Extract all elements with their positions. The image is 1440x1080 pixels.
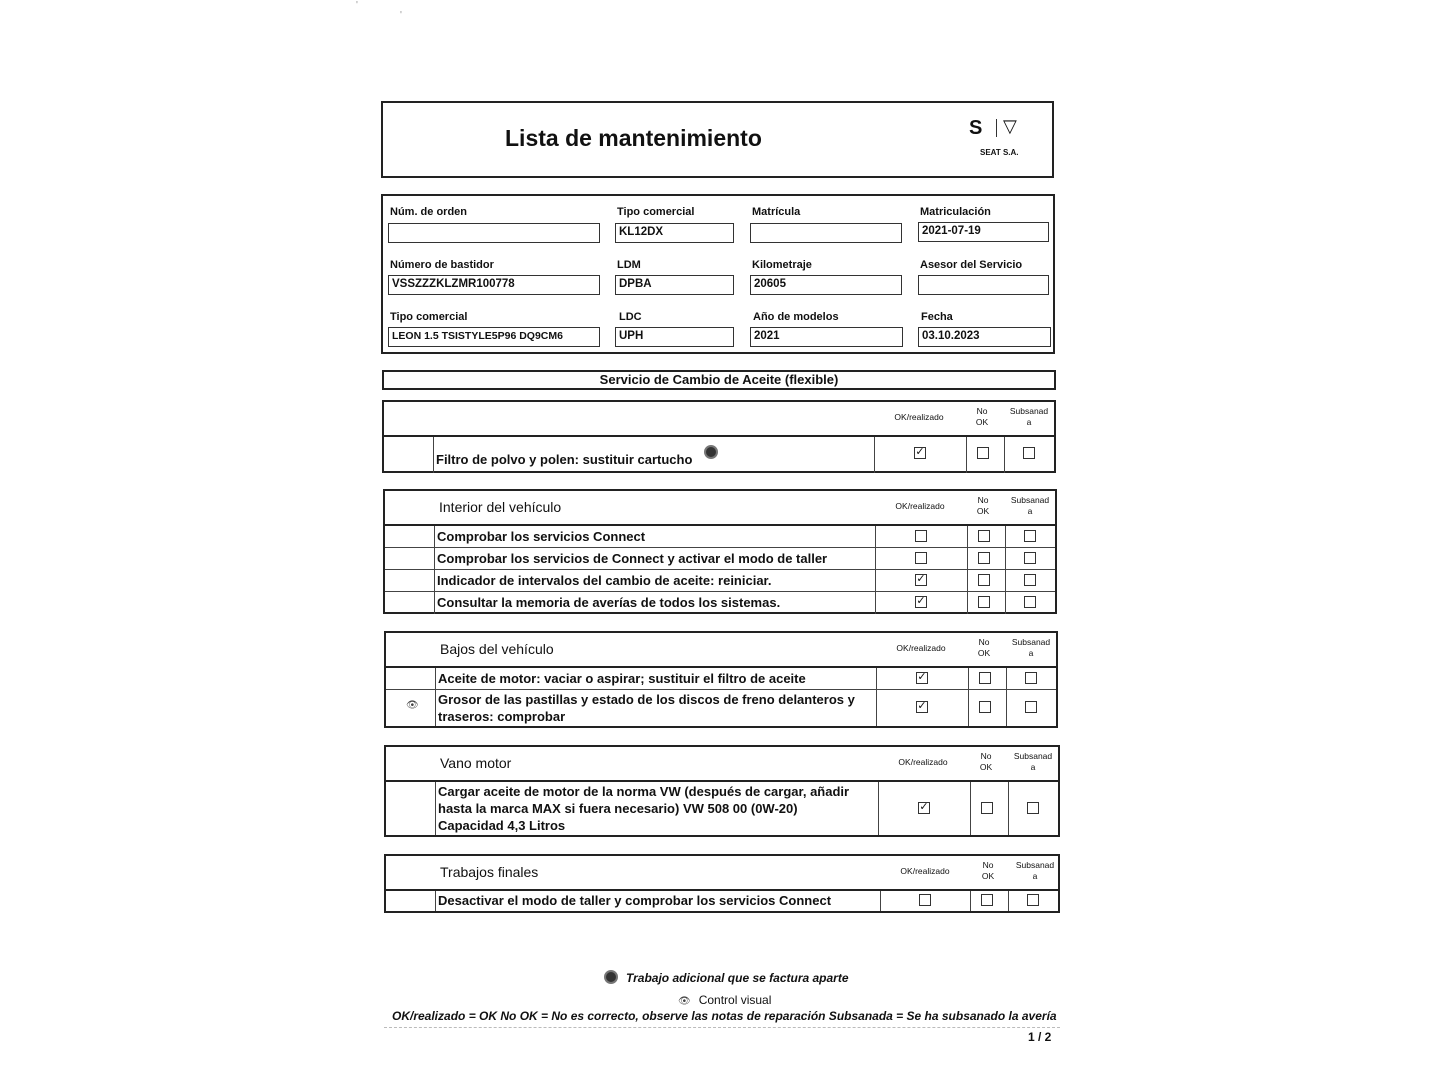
col-header-ok: OK/realizado [896,643,946,653]
checkbox-no-ok[interactable] [978,552,990,564]
column-divider [1004,437,1005,473]
field-label-service-advisor: Asesor del Servicio [920,259,1023,271]
field-order-number [388,223,600,243]
column-divider [1005,548,1006,569]
col-header-ok: OK/realizado [898,757,948,767]
column-divider [433,437,434,473]
checkbox-no-ok[interactable] [979,672,991,684]
field-ldm: DPBA [615,275,734,295]
col-header-no-ok: No OK [981,860,995,881]
legend-visual-control [678,993,771,1007]
field-service-advisor [918,275,1049,295]
section-header [386,747,1058,782]
field-label-plate: Matrícula [752,206,801,218]
item-text: Indicador de intervalos del cambio de aceite: reiniciar. [437,573,772,588]
footer-divider [384,1027,1060,1028]
section-title: Interior del vehículo [439,499,562,515]
field-registration-date: 2021-07-19 [918,222,1049,242]
checkbox-subsanado[interactable] [1024,574,1036,586]
column-divider [875,570,876,591]
section-engine-bay [384,745,1060,837]
col-header-subsanado: Subsanad a [1011,637,1051,658]
column-divider [435,668,436,689]
column-divider [1006,690,1007,726]
visual-control-eye-icon: 👁 [406,700,419,711]
item-text: Grosor de las pastillas y estado de los discos de freno delanteros y traseros: comprobar [438,692,855,724]
column-divider [874,437,875,473]
page-number: 1 / 2 [1028,1030,1052,1044]
field-label-commercial-description: Tipo comercial [390,311,468,323]
checkbox-subsanado[interactable] [1023,447,1035,459]
cupra-triangle-icon: ▽ [1003,116,1017,136]
checkbox-no-ok[interactable] [981,894,993,906]
checklist-row [384,437,1054,473]
field-label-date: Fecha [921,311,953,323]
section-interior [383,489,1057,614]
vehicle-info-box [381,194,1055,354]
section-title: Vano motor [440,755,512,771]
section-header [385,491,1055,526]
checkbox-no-ok[interactable] [978,596,990,608]
section-header [384,402,1054,437]
col-header-ok: OK/realizado [894,412,944,422]
checkbox-ok[interactable]: ✓ [917,671,927,683]
column-divider [434,592,435,614]
item-text: Cargar aceite de motor de la norma VW (después de cargar, añadir hasta la marca MAX si fuera necesario) VW 508 00 (0W-20) Capacidad 4,3 Litros [438,784,850,833]
item-text: Comprobar los servicios Connect [437,529,646,544]
seat-logo [969,115,1033,161]
column-divider [966,437,967,473]
item-text: Aceite de motor: vaciar o aspirar; sustituir el filtro de aceite [438,671,806,686]
document-title: Lista de mantenimiento [505,125,762,151]
section-header [386,633,1056,668]
column-divider [435,690,436,726]
column-divider [434,526,435,547]
checkbox-subsanado[interactable] [1027,802,1039,814]
checklist-row [386,668,1056,690]
column-divider [970,891,971,911]
visual-control-eye-icon: 👁 [678,996,691,1007]
logo-divider [996,119,997,137]
checkbox-no-ok[interactable] [979,701,991,713]
column-divider [1008,891,1009,911]
checklist-row [385,526,1055,548]
checkbox-no-ok[interactable] [981,802,993,814]
section-underbody [384,631,1058,728]
checkbox-subsanado[interactable] [1024,596,1036,608]
column-divider [967,526,968,547]
checkbox-ok[interactable]: ✓ [916,595,926,607]
field-label-mileage: Kilometraje [752,259,812,271]
field-plate [750,223,902,243]
service-title: Servicio de Cambio de Aceite (flexible) [382,370,1056,390]
field-label-model-year: Año de modelos [753,311,839,323]
checkbox-ok[interactable]: ✓ [915,446,925,458]
checkbox-ok[interactable] [919,894,931,906]
extra-charge-marker-icon [704,445,718,459]
column-divider [878,782,879,835]
checklist-row [386,782,1058,835]
column-divider [434,570,435,591]
col-header-subsanado: Subsanad a [1009,406,1049,427]
logo-caption: SEAT S.A. [980,148,1019,157]
field-label-order-number: Núm. de orden [390,206,468,218]
section-filter [382,400,1056,473]
field-model-year: 2021 [750,327,903,347]
checkbox-ok[interactable] [915,552,927,564]
field-mileage: 20605 [750,275,902,295]
column-divider [876,690,877,726]
checkbox-subsanado[interactable] [1024,530,1036,542]
column-divider [1005,526,1006,547]
column-divider [1006,668,1007,689]
column-divider [876,668,877,689]
column-divider [1008,782,1009,835]
field-commercial-type: KL12DX [615,223,734,243]
column-divider [880,891,881,911]
item-text: Desactivar el modo de taller y comprobar los servicios Connect [438,893,832,908]
checklist-row [386,690,1056,726]
scan-speck: ' [400,10,402,21]
field-label-ldm: LDM [617,259,641,271]
checklist-row [385,570,1055,592]
col-header-subsanado: Subsanad a [1015,860,1055,881]
field-vin: VSSZZZKLZMR100778 [388,275,600,295]
checkbox-subsanado[interactable] [1027,894,1039,906]
section-title: Trabajos finales [440,864,539,880]
col-header-subsanado: Subsanad a [1010,495,1050,516]
column-divider [875,548,876,569]
checkbox-ok[interactable]: ✓ [919,801,929,813]
column-divider [967,592,968,614]
legend-visual-control-text: Control visual [698,993,772,1007]
column-divider [968,668,969,689]
checklist-row [386,891,1058,911]
column-divider [435,782,436,835]
col-header-ok: OK/realizado [900,866,950,876]
col-header-no-ok: No OK [977,637,991,658]
item-text: Comprobar los servicios de Connect y activar el modo de taller [437,551,828,566]
checkbox-ok[interactable]: ✓ [916,573,926,585]
column-divider [967,570,968,591]
column-divider [968,690,969,726]
checkbox-subsanado[interactable] [1025,701,1037,713]
section-final-tasks [384,854,1060,913]
column-divider [970,782,971,835]
extra-charge-marker-icon [604,970,618,984]
checkbox-no-ok[interactable] [978,530,990,542]
field-commercial-description: LEON 1.5 TSISTYLE5P96 DQ9CM6 [388,327,600,347]
column-divider [434,548,435,569]
col-header-no-ok: No OK [976,495,990,516]
field-date: 03.10.2023 [918,327,1051,347]
checkbox-subsanado[interactable] [1024,552,1036,564]
seat-s-icon: S [969,117,982,139]
legend-definitions: OK/realizado = OK No OK = No es correcto, observe las notas de reparación Subsanada = Se ha subsanado la avería [392,1009,1057,1023]
field-label-registration-date: Matriculación [920,206,991,218]
col-header-ok: OK/realizado [895,501,945,511]
header-box [381,101,1054,178]
scan-speck: ' [356,0,358,11]
field-label-commercial-type: Tipo comercial [617,206,695,218]
section-header [386,856,1058,891]
column-divider [1005,570,1006,591]
checkbox-no-ok[interactable] [977,447,989,459]
legend-extra-charge [604,970,849,985]
col-header-no-ok: No OK [975,406,989,427]
column-divider [435,891,436,911]
field-label-vin: Número de bastidor [390,259,494,271]
column-divider [875,592,876,614]
item-text: Consultar la memoria de averías de todos los sistemas. [437,595,781,610]
checkbox-ok[interactable]: ✓ [917,700,927,712]
col-header-subsanado: Subsanad a [1013,751,1053,772]
checklist-row [385,548,1055,570]
section-title: Bajos del vehículo [440,641,554,657]
column-divider [967,548,968,569]
checkbox-subsanado[interactable] [1025,672,1037,684]
column-divider [875,526,876,547]
item-text: Filtro de polvo y polen: sustituir cartucho [436,452,693,467]
checkbox-ok[interactable] [915,530,927,542]
field-ldc: UPH [615,327,734,347]
col-header-no-ok: No OK [979,751,993,772]
column-divider [1005,592,1006,614]
field-label-ldc: LDC [619,311,642,323]
checkbox-no-ok[interactable] [978,574,990,586]
legend-extra-charge-text: Trabajo adicional que se factura aparte [626,971,849,985]
checklist-row [385,592,1055,614]
